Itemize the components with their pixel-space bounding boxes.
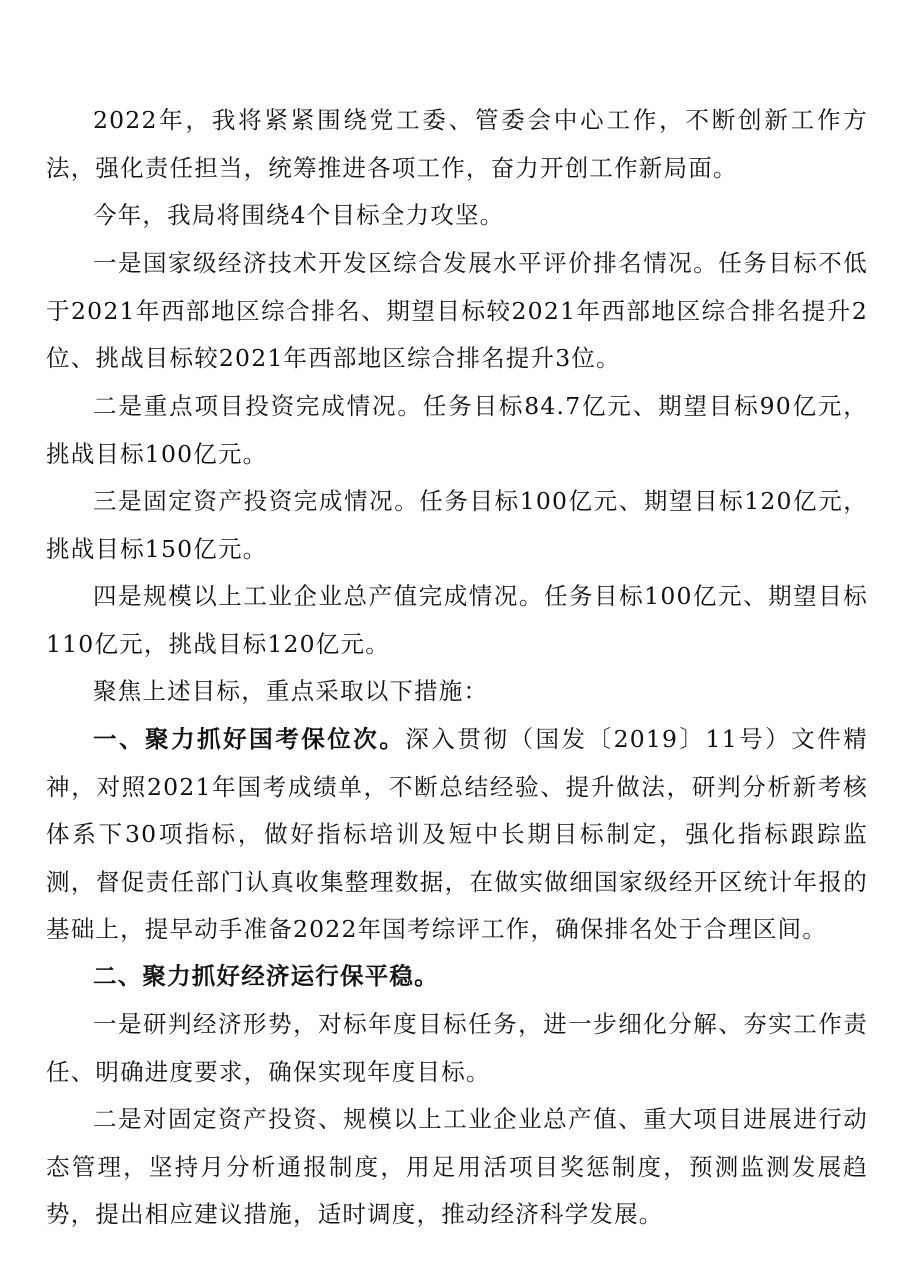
paragraph-goals-intro: 今年，我局将围绕4个目标全力攻坚。 bbox=[93, 201, 505, 229]
paragraph-goal-3: 三是固定资产投资完成情况。任务目标100亿元、期望目标120亿元，挑战目标150亿元。 bbox=[46, 487, 868, 563]
paragraph-measure-2-heading bbox=[46, 953, 868, 1001]
paragraph-measure-2-item-1: 一是研判经济形势，对标年度目标任务，进一步细化分解、夯实工作责任、明确进度要求，确保实现年度目标。 bbox=[46, 1010, 868, 1086]
paragraph-goal-2: 二是重点项目投资完成情况。任务目标84.7亿元、期望目标90亿元，挑战目标100亿元。 bbox=[46, 392, 868, 468]
paragraph-measure-2-item-2: 二是对固定资产投资、规模以上工业企业总产值、重大项目进展进行动态管理，坚持月分析通报制度，用足用活项目奖惩制度，预测监测发展趋势，提出相应建议措施，适时调度，推动经济科学发展。 bbox=[46, 1105, 868, 1228]
measure-2-heading: 二、聚力抓好经济运行保平稳。 bbox=[93, 962, 439, 990]
paragraph-measure-1 bbox=[46, 716, 868, 954]
paragraph-goal-1: 一是国家级经济技术开发区综合发展水平评价排名情况。任务目标不低于2021年西部地区综合排名、期望目标较2021年西部地区综合排名提升2位、挑战目标较2021年西部地区综合排名提升3位。 bbox=[46, 249, 868, 372]
paragraph-goal-4: 四是规模以上工业企业总产值完成情况。任务目标100亿元、期望目标110亿元，挑战目标120亿元。 bbox=[46, 582, 868, 658]
paragraph-measures-intro: 聚焦上述目标，重点采取以下措施： bbox=[93, 677, 489, 705]
measure-1-body: 深入贯彻（国发〔2019〕11号）文件精神，对照2021年国考成绩单，不断总结经验、提升做法，研判分析新考核体系下30项指标，做好指标培训及短中长期目标制定，强化指标跟踪监测，督促责任部门认真收集整理数据，在做实做细国家级经开区统计年报的基础上，提早动手准备2022年国考综评工作，确保排名处于合理区间。 bbox=[46, 725, 868, 943]
measure-1-heading: 一、聚力抓好国考保位次。 bbox=[93, 725, 406, 753]
paragraph-intro: 2022年，我将紧紧围绕党工委、管委会中心工作，不断创新工作方法，强化责任担当，统筹推进各项工作，奋力开创工作新局面。 bbox=[46, 106, 868, 182]
